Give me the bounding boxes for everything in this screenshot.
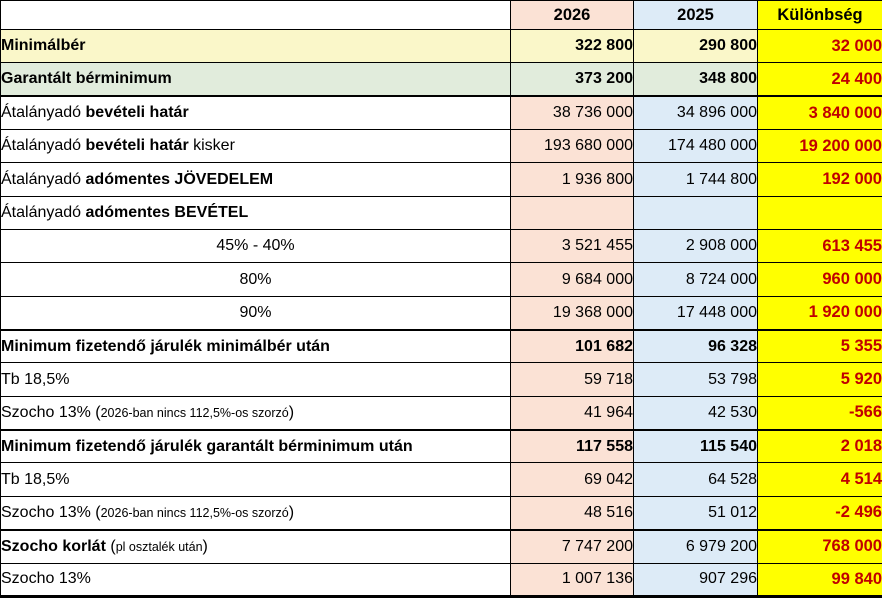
table-row bbox=[1, 163, 882, 196]
table-row bbox=[1, 396, 882, 429]
value-2025-cell[interactable]: 290 800 bbox=[634, 30, 758, 63]
row-label-text: ) bbox=[202, 537, 208, 555]
value-2025-cell[interactable]: 8 724 000 bbox=[634, 263, 758, 296]
value-2026-cell[interactable]: 41 964 bbox=[511, 396, 634, 429]
difference-cell[interactable]: 3 840 000 bbox=[758, 96, 882, 129]
row-label-cell[interactable] bbox=[1, 130, 511, 163]
value-2026-cell[interactable]: 9 684 000 bbox=[511, 263, 634, 296]
row-label-text: kisker bbox=[188, 137, 235, 155]
value-2025-cell[interactable]: 1 744 800 bbox=[634, 163, 758, 196]
row-label-cell[interactable] bbox=[1, 163, 511, 196]
difference-cell[interactable]: 768 000 bbox=[758, 530, 882, 563]
row-label-text: Átalányadó bbox=[1, 203, 86, 221]
difference-cell[interactable]: 192 000 bbox=[758, 163, 882, 196]
value-2026-cell[interactable]: 117 558 bbox=[511, 430, 634, 463]
value-2026-cell[interactable]: 48 516 bbox=[511, 496, 634, 529]
value-2025-cell[interactable]: 17 448 000 bbox=[634, 296, 758, 329]
value-2026-cell[interactable]: 38 736 000 bbox=[511, 96, 634, 129]
table-row bbox=[1, 196, 882, 229]
value-2025-cell[interactable]: 348 800 bbox=[634, 63, 758, 96]
table-row bbox=[1, 230, 882, 263]
value-2026-cell[interactable]: 322 800 bbox=[511, 30, 634, 63]
value-2025-cell[interactable]: 174 480 000 bbox=[634, 130, 758, 163]
row-label-cell[interactable] bbox=[1, 563, 511, 597]
difference-cell[interactable]: 19 200 000 bbox=[758, 130, 882, 163]
row-label-text: 80% bbox=[239, 270, 272, 288]
table-row bbox=[1, 296, 882, 329]
row-label-cell[interactable] bbox=[1, 296, 511, 329]
difference-cell[interactable]: 1 920 000 bbox=[758, 296, 882, 329]
row-label-text: Szocho 13% bbox=[1, 570, 91, 588]
difference-cell[interactable]: 24 400 bbox=[758, 63, 882, 96]
row-label-cell[interactable] bbox=[1, 530, 511, 563]
difference-cell[interactable]: 2 018 bbox=[758, 430, 882, 463]
difference-cell[interactable]: -566 bbox=[758, 396, 882, 429]
row-label-text: Átalányadó bbox=[1, 104, 86, 122]
table-body bbox=[1, 30, 882, 597]
table-row bbox=[1, 463, 882, 496]
difference-cell[interactable]: -2 496 bbox=[758, 496, 882, 529]
value-2026-cell[interactable]: 3 521 455 bbox=[511, 230, 634, 263]
row-label-cell[interactable] bbox=[1, 430, 511, 463]
row-label-text: Garantált bérminimum bbox=[1, 70, 172, 88]
row-label-cell[interactable] bbox=[1, 30, 511, 63]
value-2026-cell[interactable]: 19 368 000 bbox=[511, 296, 634, 329]
value-2025-cell[interactable]: 2 908 000 bbox=[634, 230, 758, 263]
row-label-text: pl osztalék után bbox=[115, 539, 203, 554]
row-label-cell[interactable] bbox=[1, 63, 511, 96]
row-label-text: Tb 18,5% bbox=[1, 470, 70, 488]
header-cell-difference[interactable]: Különbség bbox=[758, 1, 882, 30]
difference-cell[interactable]: 613 455 bbox=[758, 230, 882, 263]
value-2026-cell[interactable]: 59 718 bbox=[511, 363, 634, 396]
table-row bbox=[1, 30, 882, 63]
header-cell-empty[interactable] bbox=[1, 1, 511, 30]
value-2026-cell[interactable]: 69 042 bbox=[511, 463, 634, 496]
value-2026-cell[interactable] bbox=[511, 196, 634, 229]
value-2025-cell[interactable]: 6 979 200 bbox=[634, 530, 758, 563]
row-label-text: adómentes JÖVEDELEM bbox=[85, 170, 274, 188]
table-row bbox=[1, 130, 882, 163]
table-row bbox=[1, 263, 882, 296]
row-label-cell[interactable] bbox=[1, 396, 511, 429]
row-label-cell[interactable] bbox=[1, 363, 511, 396]
row-label-cell[interactable] bbox=[1, 263, 511, 296]
value-2025-cell[interactable]: 96 328 bbox=[634, 330, 758, 363]
value-2026-cell[interactable]: 7 747 200 bbox=[511, 530, 634, 563]
difference-cell[interactable]: 5 355 bbox=[758, 330, 882, 363]
table-row bbox=[1, 96, 882, 129]
row-label-text: ( bbox=[105, 537, 116, 555]
difference-cell[interactable]: 99 840 bbox=[758, 563, 882, 597]
value-2026-cell[interactable]: 1 007 136 bbox=[511, 563, 634, 597]
row-label-cell[interactable] bbox=[1, 330, 511, 363]
row-label-cell[interactable] bbox=[1, 230, 511, 263]
value-2025-cell[interactable]: 64 528 bbox=[634, 463, 758, 496]
row-label-text: ) bbox=[288, 403, 295, 421]
row-label-text: ) bbox=[288, 503, 295, 521]
row-label-text: Szocho 13% ( bbox=[1, 403, 101, 421]
row-label-text: Minimum fizetendő járulék minimálbér után bbox=[1, 337, 330, 355]
value-2025-cell[interactable] bbox=[634, 196, 758, 229]
row-label-cell[interactable] bbox=[1, 96, 511, 129]
table-row bbox=[1, 63, 882, 96]
value-2026-cell[interactable]: 373 200 bbox=[511, 63, 634, 96]
row-label-cell[interactable] bbox=[1, 463, 511, 496]
value-2025-cell[interactable]: 907 296 bbox=[634, 563, 758, 597]
difference-cell[interactable]: 32 000 bbox=[758, 30, 882, 63]
value-2026-cell[interactable]: 1 936 800 bbox=[511, 163, 634, 196]
row-label-text: 45% - 40% bbox=[216, 237, 295, 255]
row-label-cell[interactable] bbox=[1, 196, 511, 229]
row-label-text: adómentes BEVÉTEL bbox=[85, 203, 249, 221]
table-row bbox=[1, 363, 882, 396]
header-row bbox=[1, 1, 882, 30]
table-header bbox=[1, 1, 882, 30]
row-label-cell[interactable] bbox=[1, 496, 511, 529]
difference-cell[interactable]: 960 000 bbox=[758, 263, 882, 296]
row-label-text: Átalányadó bbox=[1, 137, 86, 155]
table-row bbox=[1, 496, 882, 529]
row-label-text: Minimum fizetendő járulék garantált bérminimum után bbox=[1, 437, 413, 455]
value-2025-cell[interactable]: 42 530 bbox=[634, 396, 758, 429]
row-label-text: 90% bbox=[239, 303, 272, 321]
table-row bbox=[1, 330, 882, 363]
difference-cell[interactable]: 4 514 bbox=[758, 463, 882, 496]
row-label-text: bevételi határ bbox=[85, 137, 189, 155]
value-2025-cell[interactable]: 51 012 bbox=[634, 496, 758, 529]
value-2026-cell[interactable]: 193 680 000 bbox=[511, 130, 634, 163]
row-label-text: Szocho 13% ( bbox=[1, 503, 101, 521]
header-cell-2025[interactable]: 2025 bbox=[634, 1, 758, 30]
header-cell-2026[interactable]: 2026 bbox=[511, 1, 634, 30]
row-label-text: Tb 18,5% bbox=[1, 370, 70, 388]
row-label-text: Szocho korlát bbox=[1, 537, 106, 555]
row-label-text: Átalányadó bbox=[1, 170, 86, 188]
table-row bbox=[1, 430, 882, 463]
difference-cell[interactable]: 5 920 bbox=[758, 363, 882, 396]
difference-cell[interactable] bbox=[758, 196, 882, 229]
table-row bbox=[1, 530, 882, 563]
value-2026-cell[interactable]: 101 682 bbox=[511, 330, 634, 363]
row-label-text: 2026-ban nincs 112,5%-os szorzó bbox=[100, 405, 289, 420]
value-2025-cell[interactable]: 53 798 bbox=[634, 363, 758, 396]
value-2025-cell[interactable]: 34 896 000 bbox=[634, 96, 758, 129]
value-2025-cell[interactable]: 115 540 bbox=[634, 430, 758, 463]
row-label-text: bevételi határ bbox=[85, 104, 189, 122]
row-label-text: 2026-ban nincs 112,5%-os szorzó bbox=[100, 505, 289, 520]
row-label-text: Minimálbér bbox=[1, 37, 86, 55]
table-row bbox=[1, 563, 882, 597]
